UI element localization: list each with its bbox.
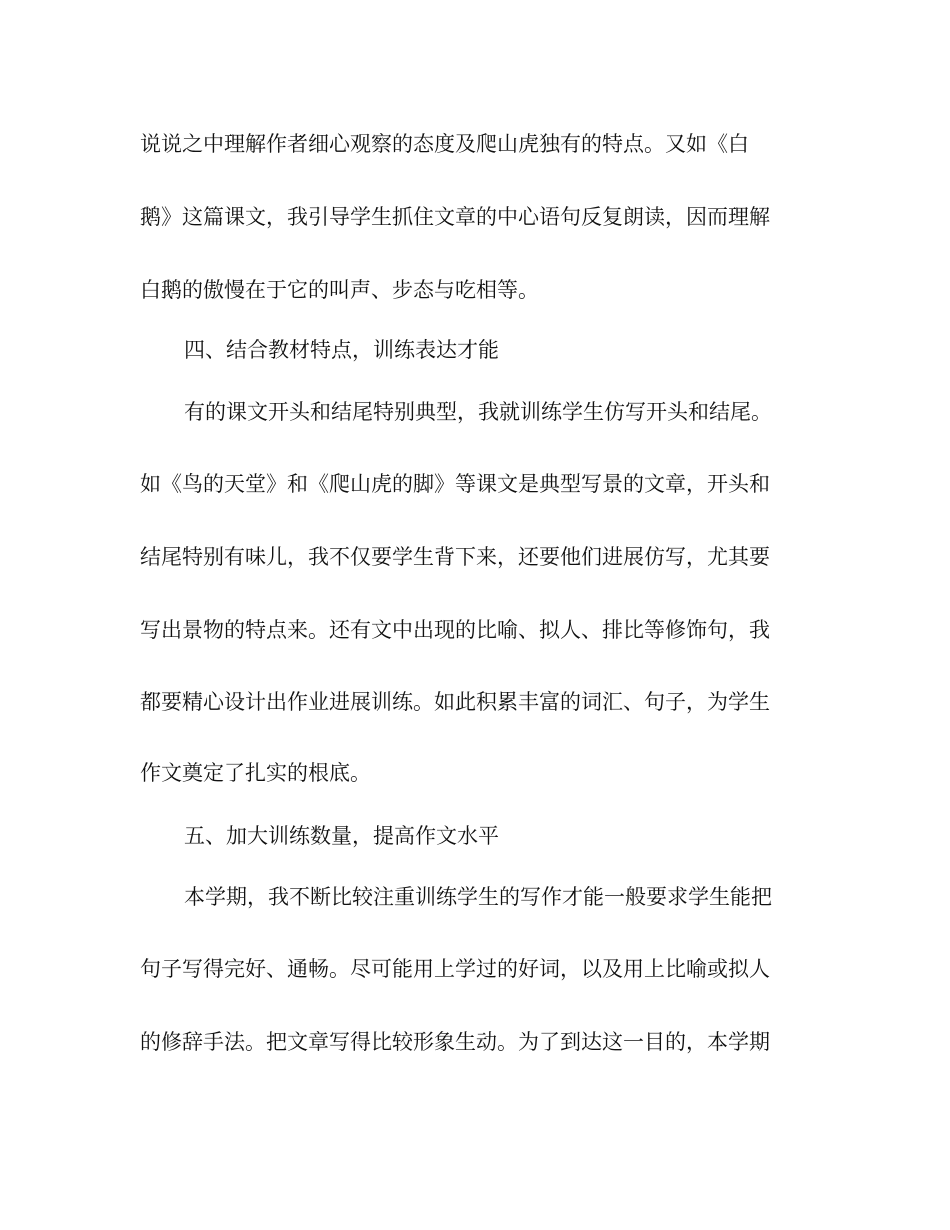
paragraph-line: 本学期，我不断比较注重训练学生的写作才能一般要求学生能把 xyxy=(184,885,772,909)
paragraph-line: 结尾特别有味儿，我不仅要学生背下来，还要他们进展仿写，尤其要 xyxy=(140,545,770,569)
paragraph-line: 都要精心设计出作业进展训练。如此积累丰富的词汇、句子，为学生 xyxy=(140,690,770,714)
paragraph-line: 白鹅的傲慢在于它的叫声、步态与吃相等。 xyxy=(140,278,539,302)
paragraph-line: 鹅》这篇课文，我引导学生抓住文章的中心语句反复朗读，因而理解 xyxy=(140,205,770,229)
paragraph-line: 写出景物的特点来。还有文中出现的比喻、拟人、排比等修饰句，我 xyxy=(140,618,770,642)
paragraph-line: 句子写得完好、通畅。尽可能用上学过的好词，以及用上比喻或拟人 xyxy=(140,957,770,981)
paragraph-line: 的修辞手法。把文章写得比较形象生动。为了到达这一目的，本学期 xyxy=(140,1030,770,1054)
paragraph-line: 作文奠定了扎实的根底。 xyxy=(140,761,371,785)
paragraph-line: 有的课文开头和结尾特别典型，我就训练学生仿写开头和结尾。 xyxy=(184,400,772,424)
paragraph-line: 如《鸟的天堂》和《爬山虎的脚》等课文是典型写景的文章，开头和 xyxy=(140,472,770,496)
section-heading: 四、结合教材特点，训练表达才能 xyxy=(184,338,499,362)
section-heading: 五、加大训练数量，提高作文水平 xyxy=(184,824,499,848)
paragraph-line: 说说之中理解作者细心观察的态度及爬山虎独有的特点。又如《白 xyxy=(140,132,749,156)
